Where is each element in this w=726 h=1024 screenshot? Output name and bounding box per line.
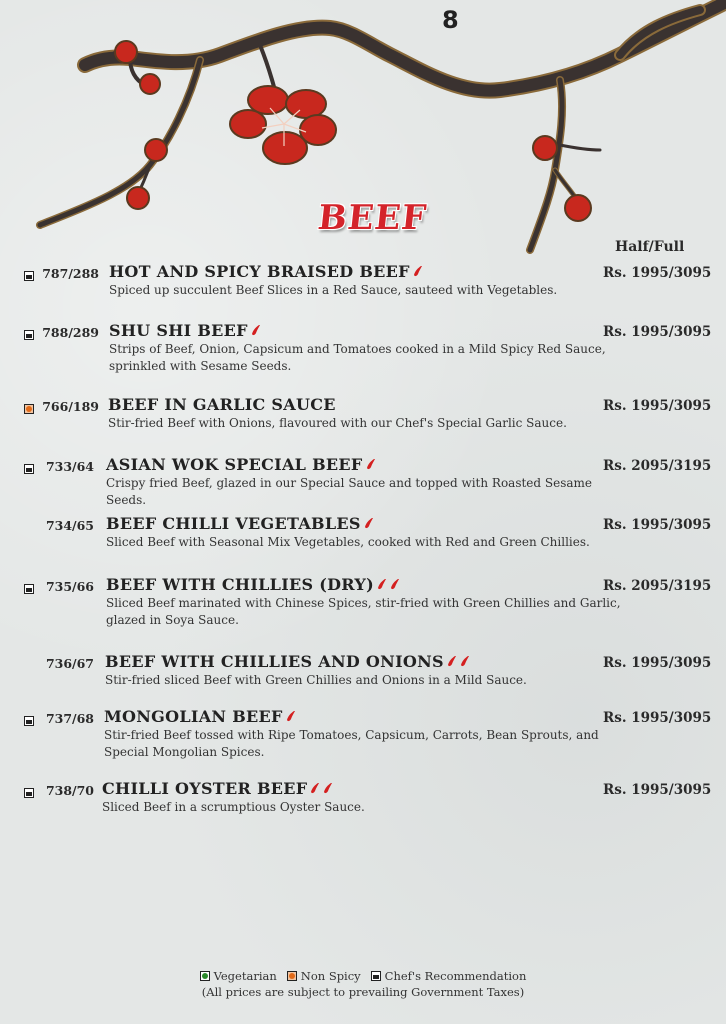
- item-price: Rs. 1995/3095: [603, 517, 712, 533]
- chef-recommendation-icon: [371, 971, 381, 981]
- item-description: Crispy fried Beef, glazed in our Special Sauce and topped with Roasted Sesame Seeds.: [106, 476, 593, 507]
- item-description: Stir-fried sliced Beef with Green Chillies and Onions in a Mild Sauce.: [105, 673, 527, 687]
- chili-icon: [250, 322, 261, 341]
- item-description: Spiced up succulent Beef Slices in a Red Sauce, sauteed with Vegetables.: [109, 283, 558, 297]
- item-name: [108, 395, 336, 414]
- section-title: BEEF: [315, 198, 429, 238]
- item-name: [106, 514, 374, 534]
- item-code: 733/64: [45, 459, 94, 474]
- item-price: Rs. 1995/3095: [603, 398, 712, 414]
- chili-icon: [363, 515, 374, 534]
- chef-recommendation-icon: [24, 330, 34, 340]
- item-price: Rs. 2095/3195: [603, 578, 712, 594]
- item-name: [102, 779, 333, 799]
- vegetarian-icon: [200, 971, 210, 981]
- legend-chef-label: Chef's Recommendation: [384, 969, 527, 983]
- item-code: 788/289: [42, 325, 99, 340]
- item-name: [106, 455, 376, 475]
- item-price: Rs. 1995/3095: [603, 265, 712, 281]
- item-description: Sliced Beef marinated with Chinese Spices, stir-fried with Green Chillies and Garlic, glazed in Soya Sauce.: [106, 596, 621, 627]
- chili-icon: [309, 780, 320, 799]
- item-name-text: BEEF WITH CHILLIES AND ONIONS: [105, 652, 444, 671]
- legend-chef: [371, 969, 527, 983]
- item-name-text: CHILLI OYSTER BEEF: [102, 779, 308, 798]
- non-spicy-icon: [287, 971, 297, 981]
- item-name-text: BEEF CHILLI VEGETABLES: [106, 514, 361, 533]
- chili-icon: [459, 653, 470, 672]
- legend-vegetarian: [200, 969, 277, 983]
- item-name-text: BEEF IN GARLIC SAUCE: [108, 395, 336, 414]
- item-name-text: ASIAN WOK SPECIAL BEEF: [106, 455, 363, 474]
- item-code: 738/70: [45, 783, 94, 798]
- item-description: Sliced Beef in a scrumptious Oyster Sauce.: [102, 800, 365, 814]
- item-description: Stir-fried Beef with Onions, flavoured with our Chef's Special Garlic Sauce.: [108, 416, 567, 430]
- item-name-text: HOT AND SPICY BRAISED BEEF: [109, 262, 410, 281]
- legend-note: (All prices are subject to prevailing Government Taxes): [201, 985, 525, 999]
- legend-non-spicy-label: Non Spicy: [300, 969, 361, 983]
- chili-icon: [446, 653, 457, 672]
- chili-icon: [322, 780, 333, 799]
- item-price: Rs. 1995/3095: [603, 782, 712, 798]
- item-name: [109, 262, 423, 282]
- chili-icon: [412, 263, 423, 282]
- item-name-text: SHU SHI BEEF: [109, 321, 248, 340]
- chef-recommendation-icon: [24, 271, 34, 281]
- item-description: Stir-fried Beef tossed with Ripe Tomatoes, Capsicum, Carrots, Bean Sprouts, and Special Mongolian Spices.: [104, 728, 599, 759]
- item-price: Rs. 1995/3095: [603, 710, 712, 726]
- chili-icon: [389, 576, 400, 595]
- item-price: Rs. 1995/3095: [603, 324, 712, 340]
- chili-icon: [285, 708, 296, 727]
- chili-icon: [376, 576, 387, 595]
- item-name-text: MONGOLIAN BEEF: [104, 707, 283, 726]
- item-code: 734/65: [45, 518, 94, 533]
- price-column-header: Half/Full: [615, 239, 685, 255]
- item-description: Strips of Beef, Onion, Capsicum and Tomatoes cooked in a Mild Spicy Red Sauce, sprinkled with Sesame Seeds.: [109, 342, 606, 373]
- legend: [0, 969, 726, 999]
- item-price: Rs. 2095/3195: [603, 458, 712, 474]
- item-code: 735/66: [45, 579, 94, 594]
- item-name: [105, 652, 470, 672]
- non-spicy-icon: [24, 404, 34, 414]
- item-description: Sliced Beef with Seasonal Mix Vegetables, cooked with Red and Green Chillies.: [106, 535, 590, 549]
- legend-non-spicy: [287, 969, 361, 983]
- legend-vegetarian-label: Vegetarian: [213, 969, 277, 983]
- item-code: 766/189: [42, 399, 99, 414]
- item-name: [104, 707, 296, 727]
- item-name-text: BEEF WITH CHILLIES (DRY): [106, 575, 374, 594]
- item-name: [109, 321, 261, 341]
- item-code: 736/67: [45, 656, 94, 671]
- chili-icon: [365, 456, 376, 475]
- page-number: 8: [442, 6, 459, 34]
- item-code: 787/288: [42, 266, 99, 281]
- item-code: 737/68: [45, 711, 94, 726]
- item-price: Rs. 1995/3095: [603, 655, 712, 671]
- item-name: [106, 575, 400, 595]
